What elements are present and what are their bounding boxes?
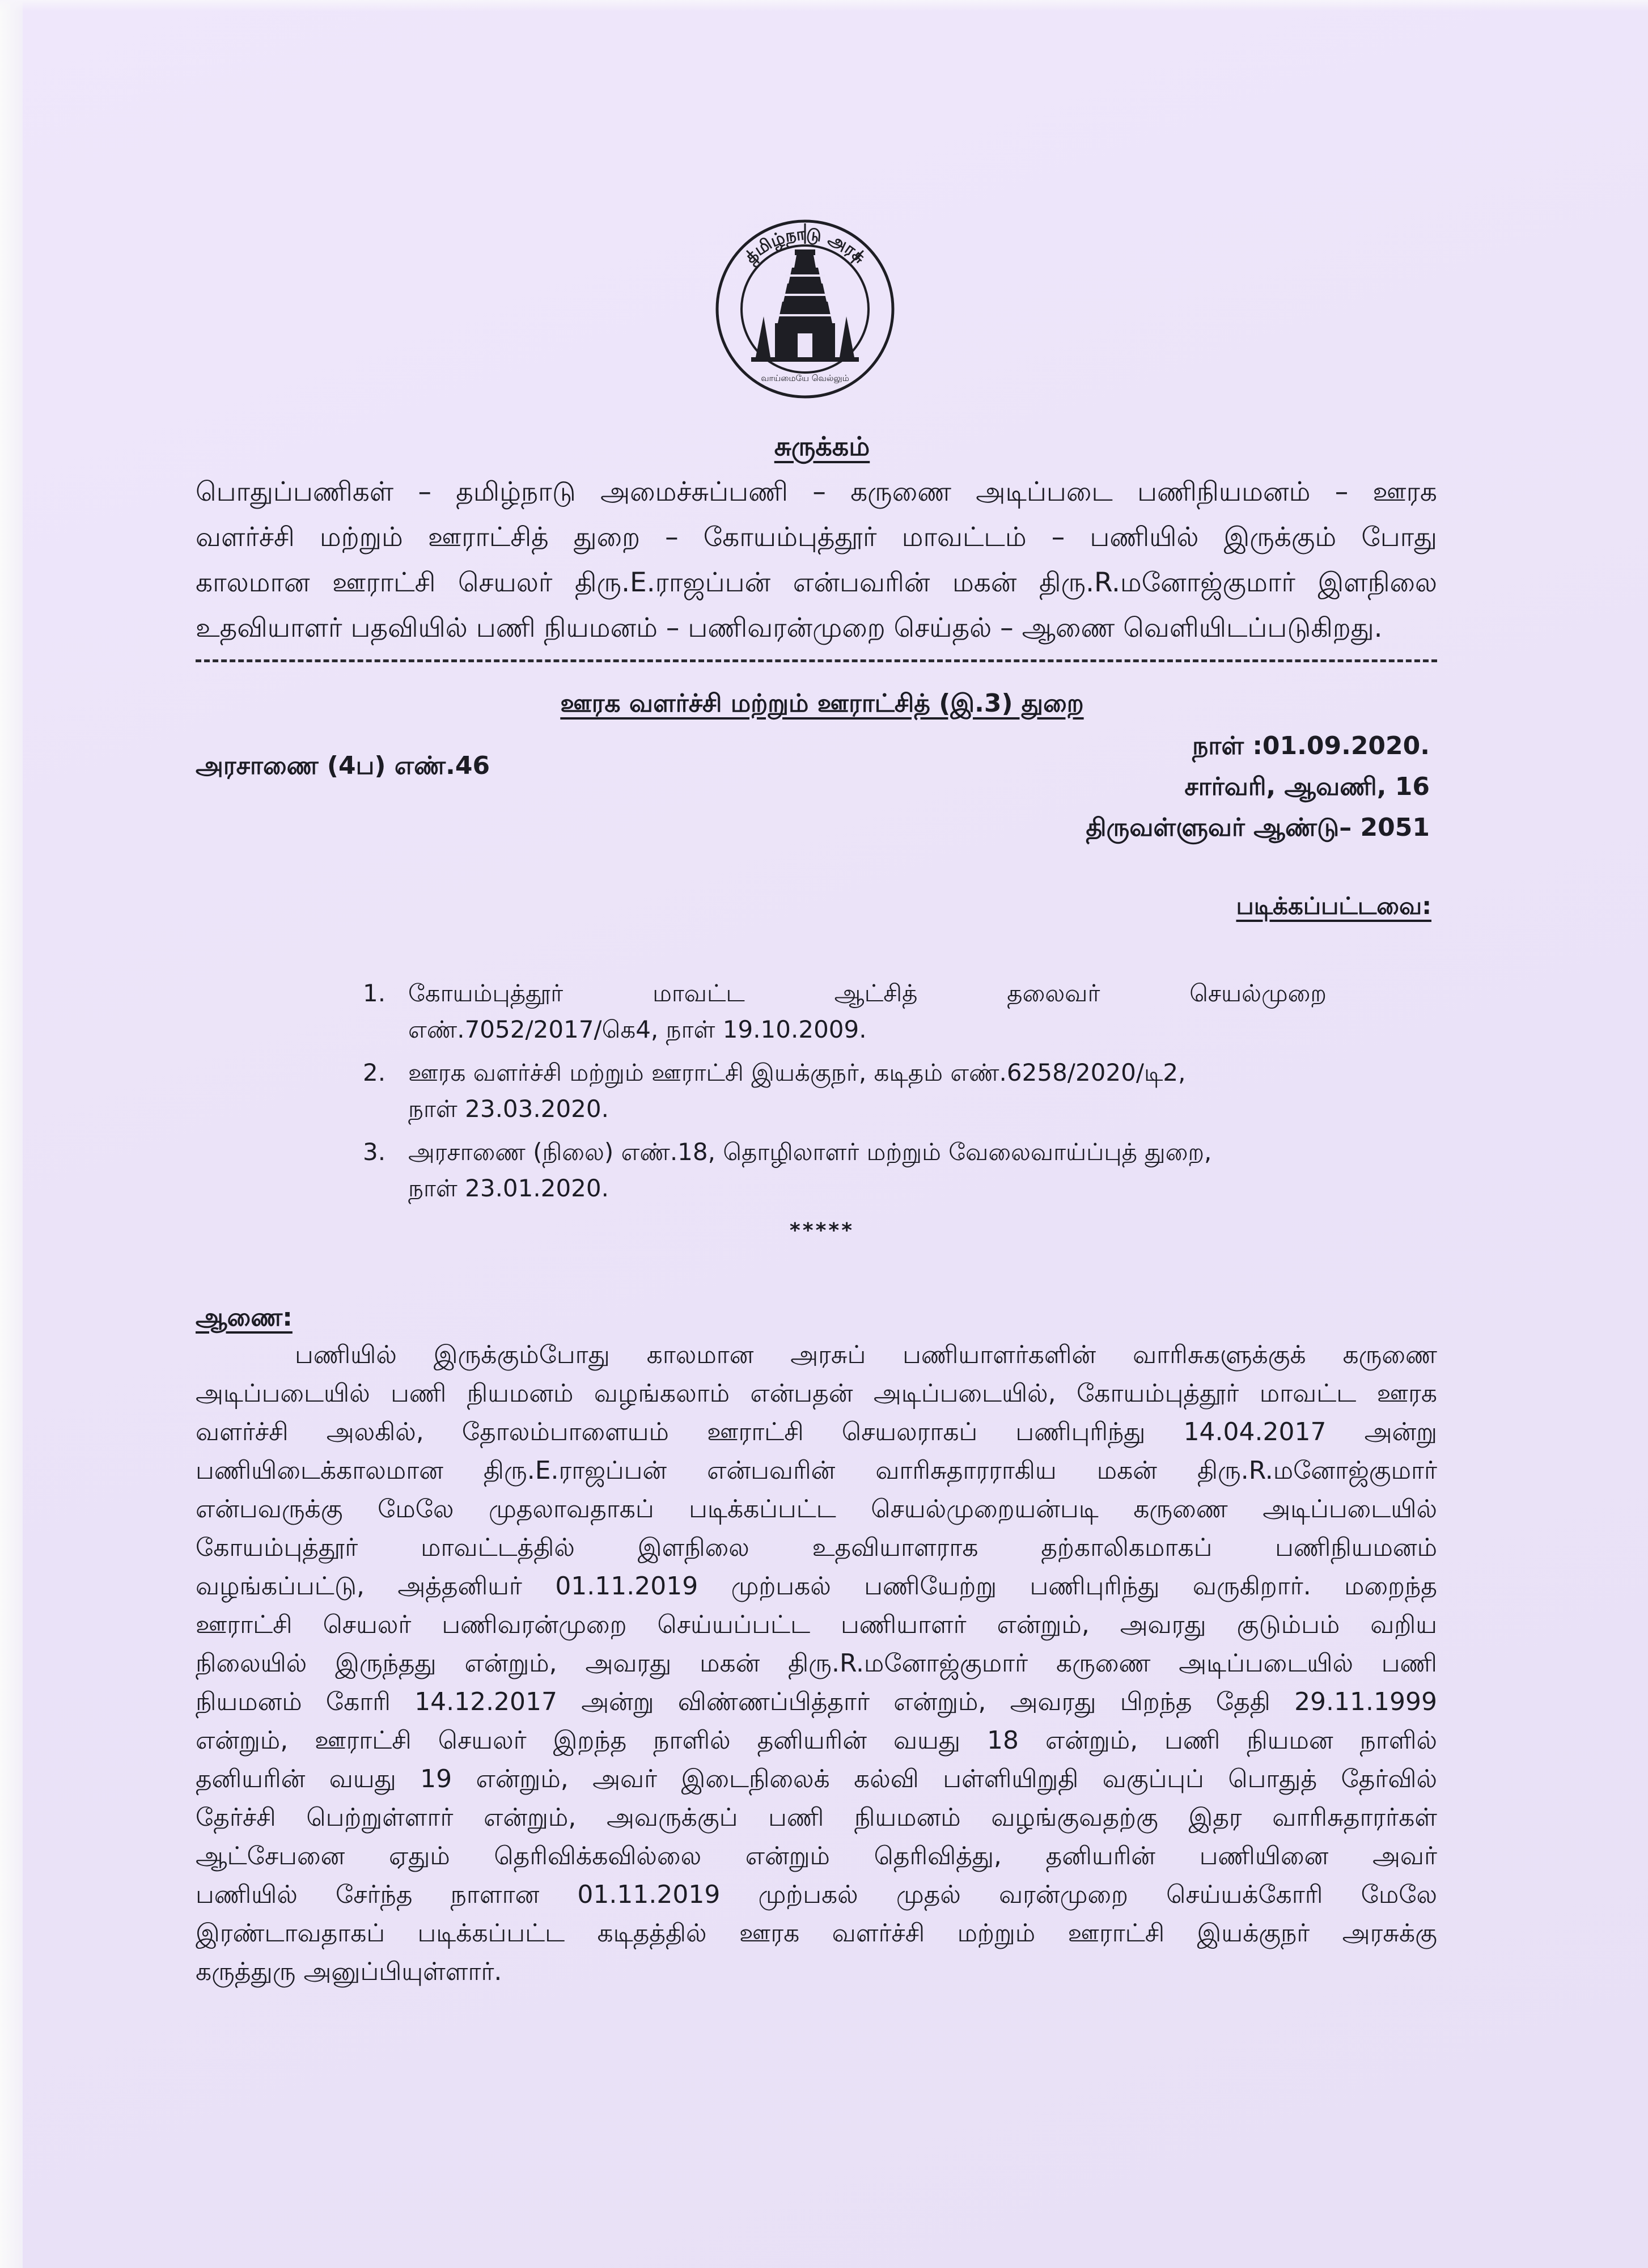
date-line-2: சார்வரி, ஆவணி, 16 bbox=[1184, 772, 1430, 801]
reference-number: 2. bbox=[363, 1059, 386, 1086]
summary-line-1: பொதுப்பணிகள் – தமிழ்நாடு அமைச்சுப்பணி – கருணை அடிப்படை பணிநியமனம் – ஊரக bbox=[196, 476, 1437, 507]
reference-line-1: அரசாணை (நிலை) எண்.18, தொழிலாளர் மற்றும் வேலைவாய்ப்புத் துறை, bbox=[408, 1138, 1212, 1166]
order-line-4: பணியிடைக்காலமான திரு.E.ராஜப்பன் என்பவரின் வாரிசுதாரராகிய மகன் திரு.R.மனோஜ்குமார் bbox=[196, 1456, 1437, 1485]
order-line-1: பணியில் இருக்கும்போது காலமான அரசுப் பணியாளர்களின் வாரிசுகளுக்குக் கருணை bbox=[295, 1340, 1437, 1369]
order-line-14: ஆட்சேபனை ஏதும் தெரிவிக்கவில்லை என்றும் தெரிவித்து, தனியரின் பணியினை அவர் bbox=[196, 1842, 1437, 1871]
order-line-6: கோயம்புத்தூர் மாவட்டத்தில் இளநிலை உதவியாளராக தற்காலிகமாகப் பணிநியமனம் bbox=[196, 1533, 1437, 1562]
order-line-10: நியமனம் கோரி 14.12.2017 அன்று விண்ணப்பித்தார் என்றும், அவரது பிறந்த தேதி 29.11.1999 bbox=[196, 1687, 1437, 1716]
order-heading: ஆணை: bbox=[196, 1303, 293, 1332]
emblem-motto: வாய்மையே வெல்லும் bbox=[761, 373, 849, 383]
reference-line-1: ஊரக வளர்ச்சி மற்றும் ஊராட்சி இயக்குநர், கடிதம் எண்.6258/2020/டி2, bbox=[408, 1059, 1186, 1086]
tamil-nadu-emblem-seal bbox=[711, 215, 899, 403]
reference-number: 3. bbox=[363, 1138, 386, 1166]
order-line-9: நிலையில் இருந்தது என்றும், அவரது மகன் திரு.R.மனோஜ்குமார் கருணை அடிப்படையில் பணி bbox=[196, 1649, 1437, 1678]
order-line-5: என்பவருக்கு மேலே முதலாவதாகப் படிக்கப்பட்ட செயல்முறையன்படி கருணை அடிப்படையில் bbox=[196, 1495, 1437, 1524]
reference-line-2: நாள் 23.03.2020. bbox=[408, 1095, 609, 1123]
department-heading: ஊரக வளர்ச்சி மற்றும் ஊராட்சித் (இ.3) துறை bbox=[560, 689, 1084, 718]
order-line-16: இரண்டாவதாகப் படிக்கப்பட்ட கடிதத்தில் ஊரக வளர்ச்சி மற்றும் ஊராட்சி இயக்குநர் அரசுக்கு bbox=[196, 1919, 1437, 1948]
order-line-12: தனியரின் வயது 19 என்றும், அவர் இடைநிலைக் கல்வி பள்ளியிறுதி வகுப்புப் பொதுத் தேர்வில் bbox=[196, 1765, 1437, 1793]
reference-line-2: நாள் 23.01.2020. bbox=[408, 1174, 609, 1202]
summary-line-4: உதவியாளர் பதவியில் பணி நியமனம் – பணிவரன்முறை செய்தல் – ஆணை வெளியிடப்படுகிறது. bbox=[196, 612, 1383, 644]
dashed-divider bbox=[196, 659, 1437, 662]
read-references-heading: படிக்கப்பட்டவை: bbox=[1236, 892, 1431, 920]
order-line-2: அடிப்படையில் பணி நியமனம் வழங்கலாம் என்பதன் அடிப்படையில், கோயம்புத்தூர் மாவட்ட ஊரக bbox=[196, 1379, 1437, 1408]
date-line-3: திருவள்ளுவர் ஆண்டு– 2051 bbox=[1086, 813, 1430, 842]
reference-line-2: எண்.7052/2017/கெ4, நாள் 19.10.2009. bbox=[408, 1015, 867, 1043]
reference-number: 1. bbox=[363, 979, 386, 1007]
summary-line-3: காலமான ஊராட்சி செயலர் திரு.E.ராஜப்பன் என்பவரின் மகன் திரு.R.மனோஜ்குமார் இளநிலை bbox=[196, 567, 1437, 598]
order-line-7: வழங்கப்பட்டு, அத்தனியர் 01.11.2019 முற்பகல் பணியேற்று பணிபுரிந்து வருகிறார். மறைந்த bbox=[196, 1572, 1437, 1601]
order-line-13: தேர்ச்சி பெற்றுள்ளார் என்றும், அவருக்குப் பணி நியமனம் வழங்குவதற்கு இதர வாரிசுதாரர்கள் bbox=[196, 1803, 1437, 1832]
summary-heading: சுருக்கம் bbox=[774, 431, 870, 462]
order-line-3: வளர்ச்சி அலகில், தோலம்பாளையம் ஊராட்சி செயலராகப் பணிபுரிந்து 14.04.2017 அன்று bbox=[196, 1417, 1437, 1446]
date-line-1: நாள் :01.09.2020. bbox=[1192, 731, 1430, 760]
order-line-11: என்றும், ஊராட்சி செயலர் இறந்த நாளில் தனியரின் வயது 18 என்றும், பணி நியமன நாளில் bbox=[196, 1726, 1437, 1755]
order-line-15: பணியில் சேர்ந்த நாளான 01.11.2019 முற்பகல் முதல் வரன்முறை செய்யக்கோரி மேலே bbox=[196, 1880, 1437, 1909]
section-separator: ***** bbox=[789, 1219, 855, 1242]
scan-top-edge bbox=[0, 0, 1648, 11]
order-line-8: ஊராட்சி செயலர் பணிவரன்முறை செய்யப்பட்ட பணியாளர் என்றும், அவரது குடும்பம் வறிய bbox=[196, 1610, 1437, 1639]
reference-line-1: கோயம்புத்தூர் மாவட்ட ஆட்சித் தலைவர் செயல்முறை bbox=[408, 979, 1327, 1007]
government-order-number: அரசாணை (4ப) எண்.46 bbox=[196, 751, 490, 780]
summary-line-2: வளர்ச்சி மற்றும் ஊராட்சித் துறை – கோயம்புத்தூர் மாவட்டம் – பணியில் இருக்கும் போது bbox=[196, 522, 1437, 553]
scan-edge bbox=[0, 0, 23, 2268]
order-line-17: கருத்துரு அனுப்பியுள்ளார். bbox=[196, 1957, 502, 1986]
emblem-ring-text: தமிழ்நாடு அரசு bbox=[740, 224, 870, 268]
